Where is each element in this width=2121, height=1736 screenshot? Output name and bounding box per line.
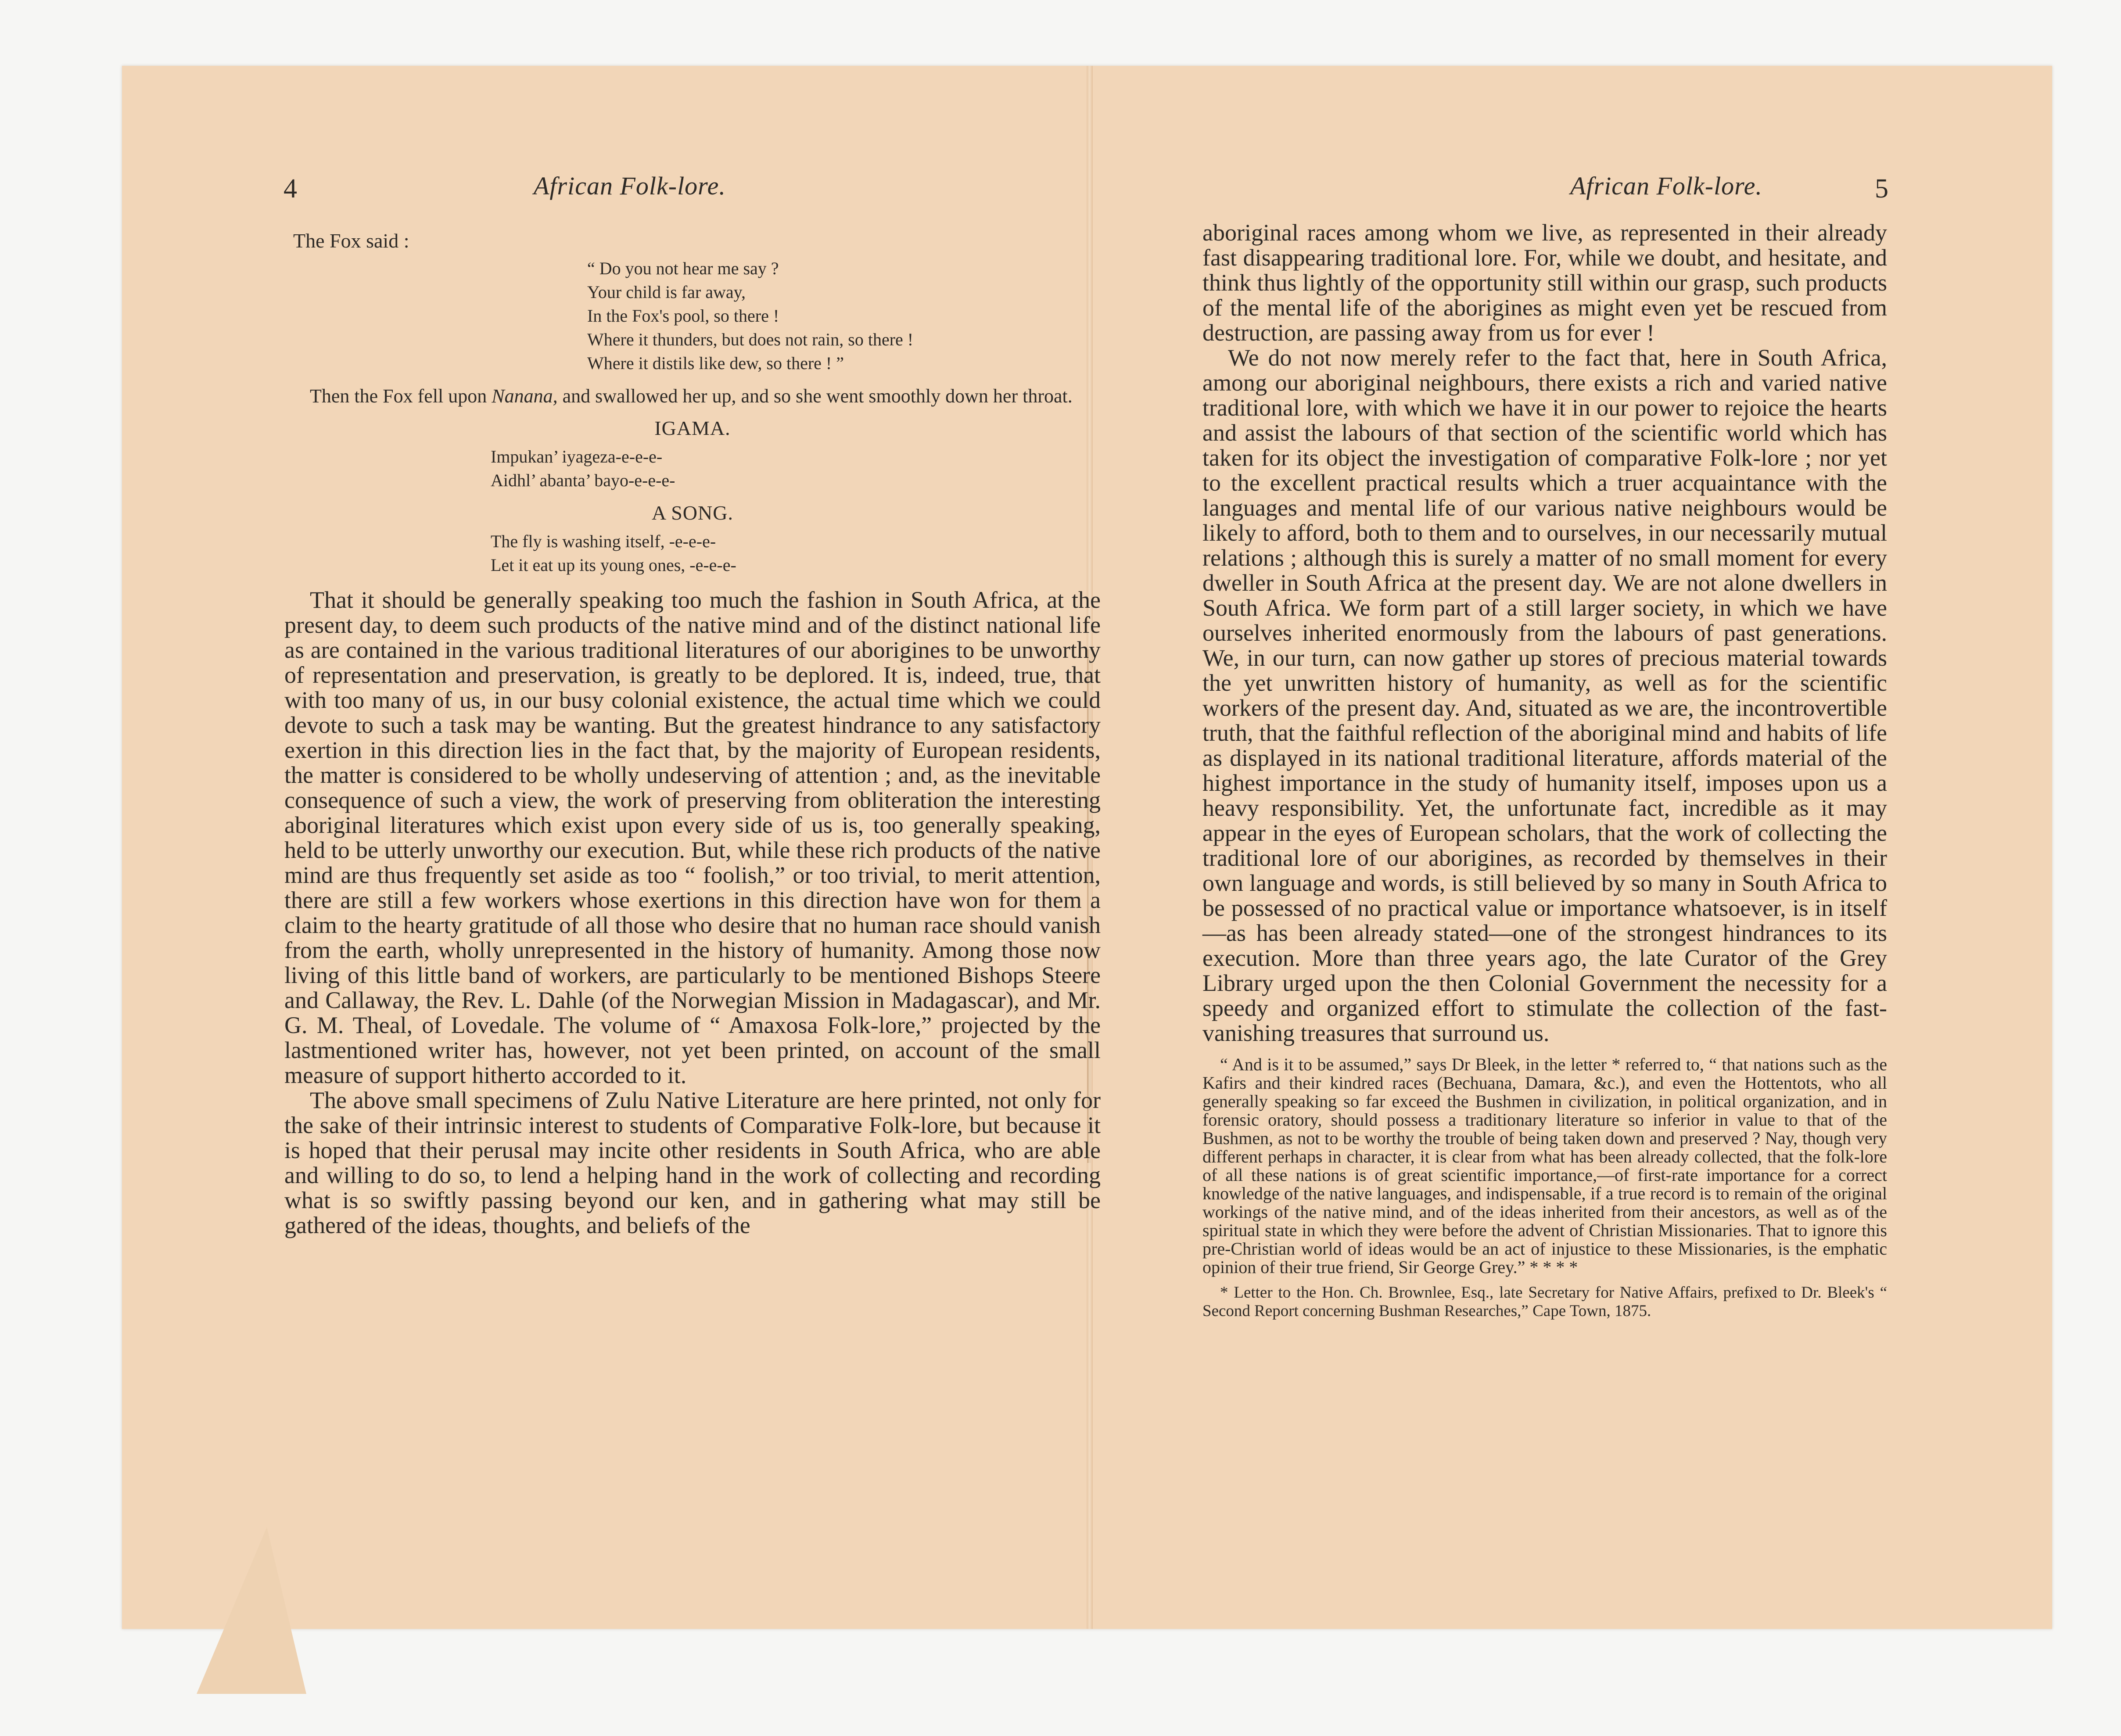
verse-line: Aidhl’ abanta’ bayo-e-e-e- [491, 470, 675, 490]
igama-verse [491, 445, 1101, 492]
torn-corner [197, 1527, 306, 1694]
left-page-body [284, 228, 1101, 1238]
page-number-right: 5 [1875, 174, 1888, 204]
right-page [1093, 66, 2052, 1629]
footnote: * Letter to the Hon. Ch. Brownlee, Esq., late Secretary for Native Affairs, prefixed to Dr. Bleek's “ Second Report concerning Bushman Researches,” Cape Town, 1875. [1202, 1284, 1887, 1320]
poem-line: “ Do you not hear me say ? [587, 258, 779, 278]
song-verse [491, 530, 1101, 577]
poem-line: In the Fox's pool, so there ! [587, 306, 779, 326]
body-paragraph: We do not now merely refer to the fact that, here in South Africa, among our aboriginal neighbours, there exists a rich and varied native traditional lore, with which we have it in our power to rejoice the hearts and assist the labours of that section of the scientific world which has taken for its object the investigation of comparative Folk-lore ; nor yet to the excellent practical results which a truer acquaintance with the languages and mental life of our various native neighbours would be likely to afford, both to them and to ourselves, in our necessarily mutual relations ; although this is surely a matter of no small moment for every dweller in South Africa at the present day. We are not alone dwellers in South Africa. We form part of a still larger society, in which we have ourselves inherited enormously from the labours of past generations. We, in our turn, can now gather up stores of precious material towards the yet unwritten history of humanity, as well as for the scientific workers of the present day. And, situated as we are, the incontrovertible truth, that the faithful reflection of the aboriginal mind and habits of life as displayed in its national traditional literature, affords material of the highest importance in the study of humanity itself, imposes upon us a heavy responsibility. Yet, the unfortunate fact, incredible as it may appear in the eyes of European scholars, that the work of collecting the traditional lore of our aborigines, as recorded by themselves in their own language and words, is still believed by so many in South Africa to be possessed of no practical value or importance whatsoever, is in itself—as has been already stated—one of the strongest hindrances to its execution. More than three years ago, the late Curator of the Grey Library urged upon the then Colonial Government the necessity for a speedy and organized effort to stimulate the collection of the fast-vanishing treasures that surround us. [1202, 344, 1887, 1046]
running-head-left: African Folk-lore. [534, 172, 726, 200]
verse-line: Impukan’ iyageza-e-e-e- [491, 447, 663, 466]
body-paragraph: aboriginal races among whom we live, as represented in their already fast disappearing traditional lore. For, while we doubt, and hesitate, and think thus lightly of the opportunity still within our grasp, such products of the mental life of the aborigines as might even yet be rescued from destruction, are passing away from us for ever ! [1202, 219, 1887, 346]
running-head-right: African Folk-lore. [1570, 172, 1762, 200]
narrative-text: and swallowed her up, and so she went smoothly down her throat. [557, 385, 1073, 407]
body-paragraph: That it should be generally speaking too much the fashion in South Africa, at the present day, to deem such products of the native mind and of the distinct national life as are contained in the various traditional literatures of our aborigines to be unworthy of representation and preservation, is greatly to be deplored. It is, indeed, true, that with too many of us, in our busy colonial existence, the actual time which we could devote to such a task may be wanting. But the greatest hindrance to any satisfactory exertion in this direction lies in the fact that, by the majority of European residents, the matter is considered to be wholly undeserving of attention ; and, as the inevitable consequence of such a view, the work of preserving from obliteration the interesting aboriginal literatures which exist upon every side of us is, too generally speaking, held to be utterly unworthy our execution. But, while these rich products of the native mind are thus frequently set aside as too “ foolish,” or too trivial, to merit attention, there are still a few workers whose exertions in this direction have won for them a claim to the hearty gratitude of all those who desire that no human race should vanish from the earth, wholly unrepresented in the history of humanity. Among those now living of this little band of workers, are particularly to be mentioned Bishops Steere and Callaway, the Rev. L. Dahle (of the Norwegian Mission in Madagascar), and Mr. G. M. Theal, of Lovedale. The volume of “ Amaxosa Folk-lore,” projected by the lastmentioned writer has, however, not yet been printed, on account of the small measure of support hitherto accorded to it. [284, 587, 1101, 1088]
narrative-paragraph [284, 385, 1101, 408]
poem-line: Your child is far away, [587, 282, 746, 302]
left-page [122, 66, 1101, 1629]
book-spread [122, 66, 2052, 1629]
bleek-quotation [1202, 1055, 1887, 1320]
right-page-body [1202, 220, 1887, 1320]
poem-line: Where it distils like dew, so there ! ” [587, 353, 844, 373]
verse-line: Let it eat up its young ones, -e-e-e- [491, 555, 736, 575]
narrative-text: Then the Fox fell upon [310, 385, 492, 407]
song-heading: A SONG. [652, 502, 733, 524]
narrative-name: Nanana, [492, 385, 558, 407]
poem-line: Where it thunders, but does not rain, so there ! [587, 330, 914, 349]
fox-poem [587, 257, 1101, 375]
poem-intro: The Fox said : [293, 230, 409, 252]
igama-heading: IGAMA. [654, 417, 731, 439]
verse-line: The fly is washing itself, -e-e-e- [491, 531, 716, 551]
page-number-left: 4 [284, 174, 297, 204]
body-paragraph: The above small specimens of Zulu Native Literature are here printed, not only for the sake of their intrinsic interest to students of Comparative Folk-lore, but because it is hoped that their perusal may incite other residents in South Africa, who are able and willing to do so, to lend a helping hand in the work of collecting and recording what is so swiftly passing beyond our ken, and in gathering what may still be gathered of the ideas, thoughts, and beliefs of the [284, 1087, 1101, 1238]
quotation-text: “ And is it to be assumed,” says Dr Bleek, in the letter * referred to, “ that nations such as the Kafirs and their kindred races (Bechuana, Damara, &c.), and even the Hottentots, who all generally speaking so far exceed the Bushmen in civilization, in political organization, and in forensic oratory, should possess a traditionary literature so inferior in value to that of the Bushmen, as not to be worthy the trouble of being taken down and preserved ? Nay, though very different perhaps in character, it is clear from what has been already collected, that the folk-lore of all these nations is of great scientific importance,—of first-rate importance for a correct knowledge of the native languages, and indispensable, if a true record is to remain of the original workings of the native mind, and of the ideas inherited from their ancestors, as well as of the spiritual state in which they were before the advent of Christian Missionaries. That to ignore this pre-Christian world of ideas would be an act of injustice to these Missionaries, is the emphatic opinion of their true friend, Sir George Grey.” * * * * [1202, 1055, 1887, 1277]
